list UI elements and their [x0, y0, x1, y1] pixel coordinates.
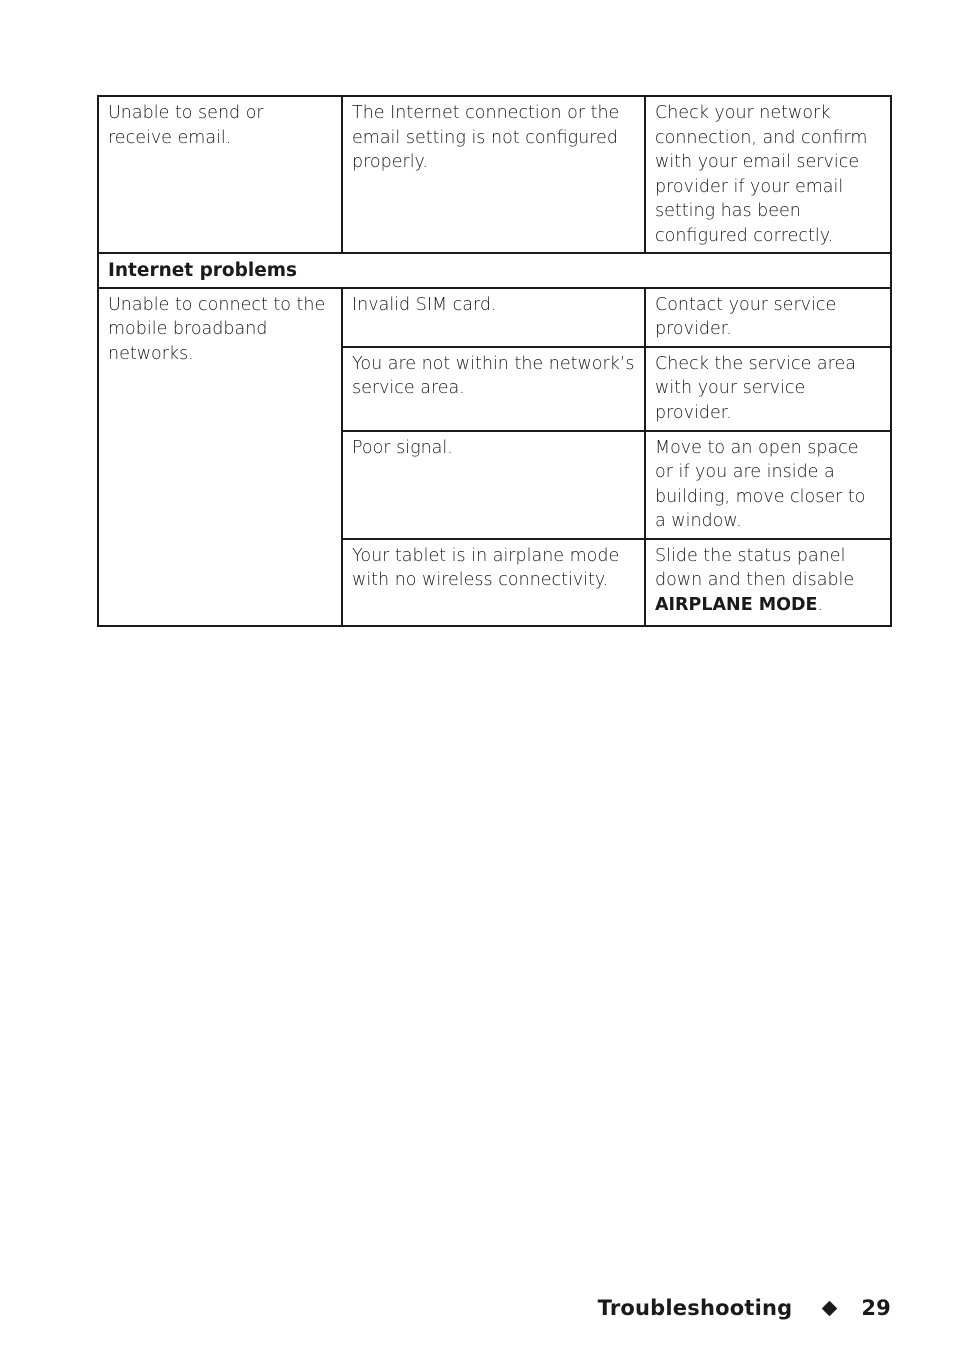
cause-cell: The Internet connection or the email setting is not configured properly.	[342, 96, 645, 253]
solution-suffix: .	[817, 594, 824, 615]
solution-cell: Check your network connection, and confirm with your email service provider if your email setting has been configured correctly.	[645, 96, 891, 253]
footer-section-title: Troubleshooting	[597, 1296, 793, 1320]
solution-cell: Check the service area with your service provider.	[645, 347, 891, 431]
solution-text: Slide the status panel down and then disable	[655, 545, 855, 590]
solution-cell	[645, 539, 891, 626]
cause-cell: Your tablet is in airplane mode with no wireless connectivity.	[342, 539, 645, 626]
cause-cell: Poor signal.	[342, 431, 645, 539]
section-header-row	[98, 253, 891, 288]
diamond-icon	[822, 1300, 838, 1316]
troubleshooting-table	[97, 95, 892, 627]
page-number: 29	[861, 1296, 891, 1320]
cause-cell: You are not within the network’s service area.	[342, 347, 645, 431]
solution-cell: Contact your service provider.	[645, 288, 891, 347]
table-row	[98, 288, 891, 347]
cause-cell: Invalid SIM card.	[342, 288, 645, 347]
solution-cell: Move to an open space or if you are inside a building, move closer to a window.	[645, 431, 891, 539]
airplane-mode-label: AIRPLANE MODE	[655, 594, 818, 615]
problem-cell: Unable to send or receive email.	[98, 96, 342, 253]
page-footer	[598, 1296, 891, 1320]
section-title: Internet problems	[98, 253, 891, 288]
table-row	[98, 96, 891, 253]
problem-cell: Unable to connect to the mobile broadband networks.	[98, 288, 342, 626]
